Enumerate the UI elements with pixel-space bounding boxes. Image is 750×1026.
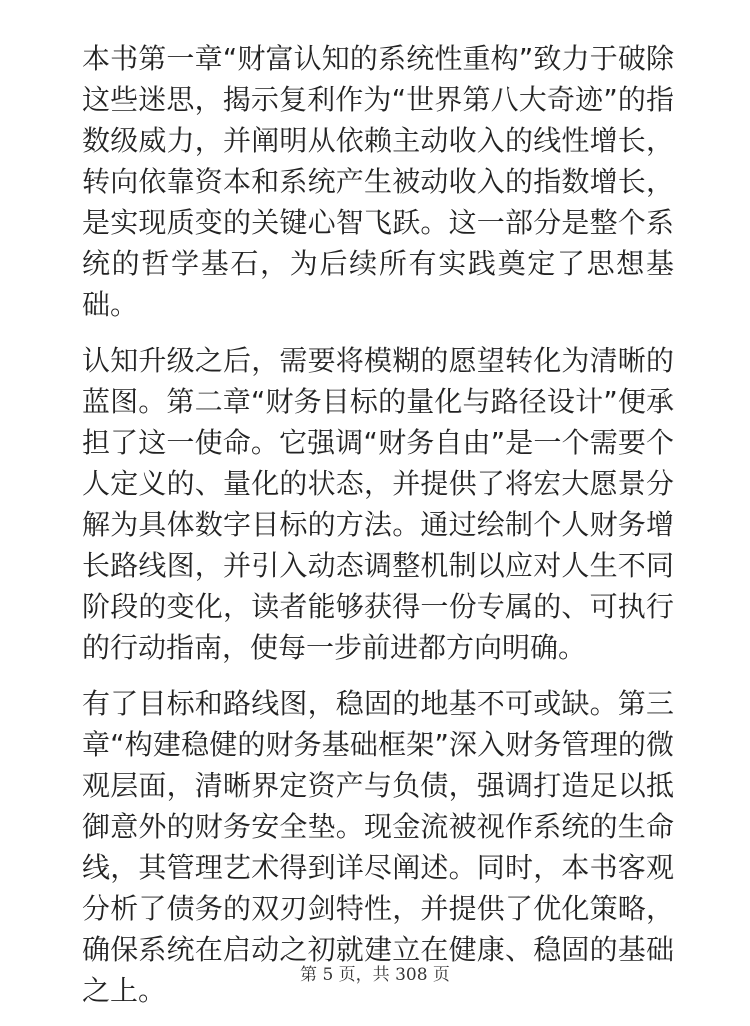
page-number-footer: 第 5 页，共 308 页 bbox=[300, 965, 450, 985]
paragraph-1: 本书第一章“财富认知的系统性重构”致力于破除这些迷思，揭示复利作为“世界第八大奇迹”的指数级威力，并阐明从依赖主动收入的线性增长，转向依靠资本和系统产生被动收入的指数增长，是实现质变的关键心智飞跃。这一部分是整个系统的哲学基石，为后续所有实践奠定了思想基础。 bbox=[82, 42, 674, 321]
paragraph-3: 有了目标和路线图，稳固的地基不可或缺。第三章“构建稳健的财务基础框架”深入财务管理的微观层面，清晰界定资产与负债，强调打造足以抵御意外的财务安全垫。现金流被视作系统的生命线，其管理艺术得到详尽阐述。同时，本书客观分析了债务的双刃剑特性，并提供了优化策略，确保系统在启动之初就建立在健康、稳固的基础之上。 bbox=[82, 687, 674, 1007]
paragraph-2: 认知升级之后，需要将模糊的愿望转化为清晰的蓝图。第二章“财务目标的量化与路径设计”便承担了这一使命。它强调“财务自由”是一个需要个人定义的、量化的状态，并提供了将宏大愿景分解为具体数字目标的方法。通过绘制个人财务增长路线图，并引入动态调整机制以应对人生不同阶段的变化，读者能够获得一份专属的、可执行的行动指南，使每一步前进都方向明确。 bbox=[82, 344, 674, 664]
document-body bbox=[82, 38, 674, 1026]
